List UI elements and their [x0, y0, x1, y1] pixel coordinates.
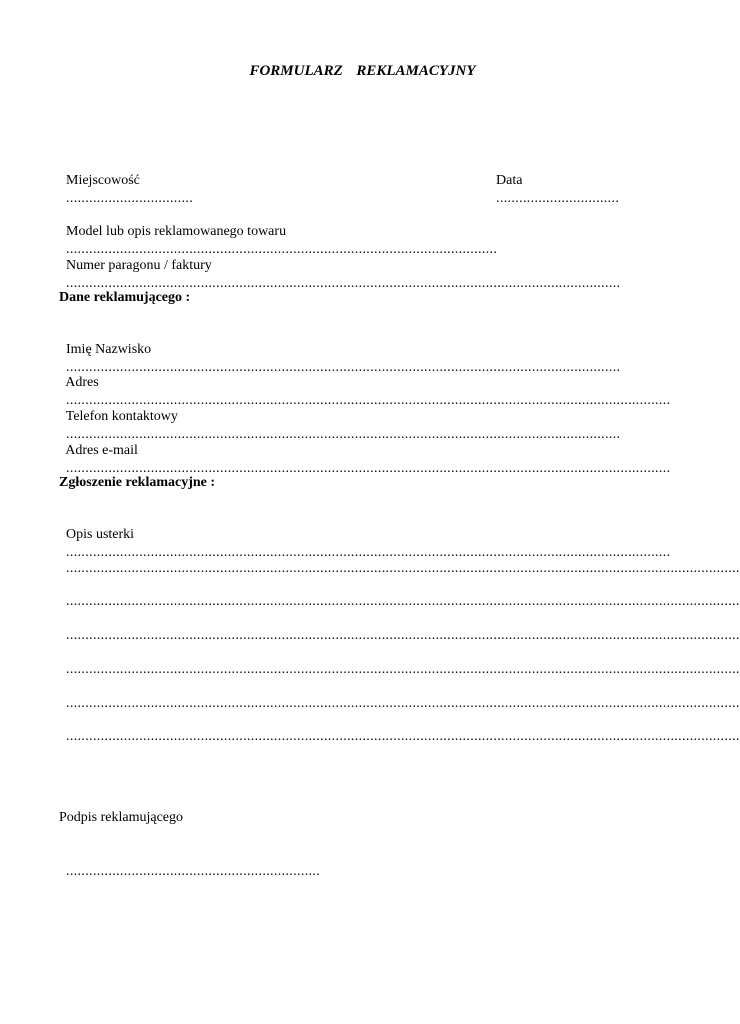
date-dots: ................................ — [496, 191, 620, 206]
defect-label: Opis usterki — [66, 527, 135, 542]
defect-line-dots: ............................................................................................................................................................................... — [66, 594, 740, 609]
address-label: Adres — [65, 375, 99, 390]
place-field[interactable] — [59, 154, 299, 208]
place-dots: ................................. — [66, 191, 194, 206]
phone-dots: ................................................................................................................................................ — [66, 427, 621, 442]
defect-dots: ............................................................................................................................................................. — [66, 545, 671, 560]
complainant-heading: Dane reklamującego : — [59, 290, 191, 305]
address-dots: ............................................................................................................................................................. — [66, 393, 671, 408]
model-dots: ................................................................................................................ — [66, 242, 498, 257]
receipt-dots: ................................................................................................................................................ — [66, 276, 621, 291]
defect-line-dots: ............................................................................................................................................................................... — [66, 628, 740, 643]
receipt-field[interactable] — [59, 239, 649, 293]
signature-label: Podpis reklamującego — [59, 810, 184, 825]
complaint-heading: Zgłoszenie reklamacyjne : — [59, 475, 216, 490]
email-dots: ............................................................................................................................................................. — [66, 461, 671, 476]
date-label: Data — [496, 173, 523, 188]
defect-line-5[interactable] — [59, 677, 740, 713]
signature-field[interactable] — [59, 845, 321, 881]
defect-line-dots: ............................................................................................................................................................................... — [66, 561, 740, 576]
form-title: FORMULARZ REKLAMACYJNY — [249, 63, 476, 79]
defect-line-dots: ............................................................................................................................................................................... — [66, 662, 740, 677]
defect-line-3[interactable] — [59, 609, 740, 645]
defect-line-dots: ............................................................................................................................................................................... — [66, 696, 740, 711]
signature-dots: .................................................................. — [66, 864, 321, 879]
defect-line-2[interactable] — [59, 575, 740, 611]
email-label: Adres e-mail — [65, 443, 138, 458]
defect-line-4[interactable] — [59, 643, 740, 679]
model-label: Model lub opis reklamowanego towaru — [66, 224, 287, 239]
defect-line-6[interactable] — [59, 710, 740, 746]
defect-line-dots: ............................................................................................................................................................................... — [66, 729, 740, 744]
defect-line-1[interactable] — [59, 542, 740, 578]
email-field[interactable] — [59, 424, 671, 478]
receipt-label: Numer paragonu / faktury — [66, 258, 212, 273]
phone-label: Telefon kontaktowy — [65, 409, 178, 424]
name-dots: ................................................................................................................................................ — [66, 360, 621, 375]
date-field[interactable] — [489, 154, 649, 208]
place-label: Miejscowość — [66, 173, 140, 188]
name-label: Imię Nazwisko — [66, 342, 152, 357]
